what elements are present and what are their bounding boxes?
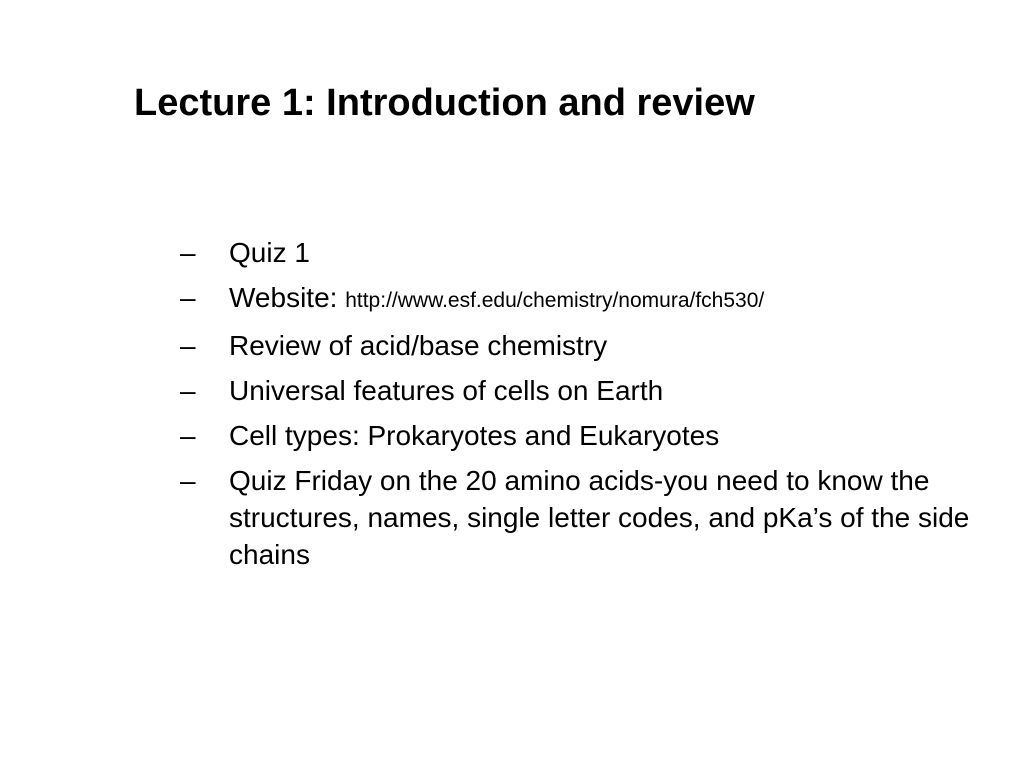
bullet-item-acid-base xyxy=(180,327,980,364)
bullet-item-cell-features xyxy=(180,372,980,409)
bullet-dash: – xyxy=(180,282,196,313)
bullet-item-website xyxy=(180,279,980,319)
bullet-text: Website: xyxy=(229,282,346,313)
website-url-link[interactable]: http://www.esf.edu/chemistry/nomura/fch530/ xyxy=(345,289,765,312)
bullet-text: Quiz Friday on the 20 amino acids-you need to know the structures, names, single letter codes, and pKa’s of the side chains xyxy=(229,465,970,570)
bullet-dash: – xyxy=(180,375,196,406)
bullet-text: Cell types: Prokaryotes and Eukaryotes xyxy=(229,420,720,451)
bullet-dash: – xyxy=(180,465,196,496)
bullet-text: Universal features of cells on Earth xyxy=(229,375,664,406)
slide-title: Lecture 1: Introduction and review xyxy=(134,82,755,124)
bullet-dash: – xyxy=(180,237,196,268)
bullet-dash: – xyxy=(180,330,196,361)
bullet-list xyxy=(180,234,980,581)
bullet-item-cell-types xyxy=(180,417,980,454)
bullet-dash: – xyxy=(180,420,196,451)
bullet-item-quiz-1 xyxy=(180,234,980,271)
bullet-text: Quiz 1 xyxy=(229,237,310,268)
bullet-text: Review of acid/base chemistry xyxy=(229,330,608,361)
bullet-item-amino-acid-quiz xyxy=(180,462,980,573)
